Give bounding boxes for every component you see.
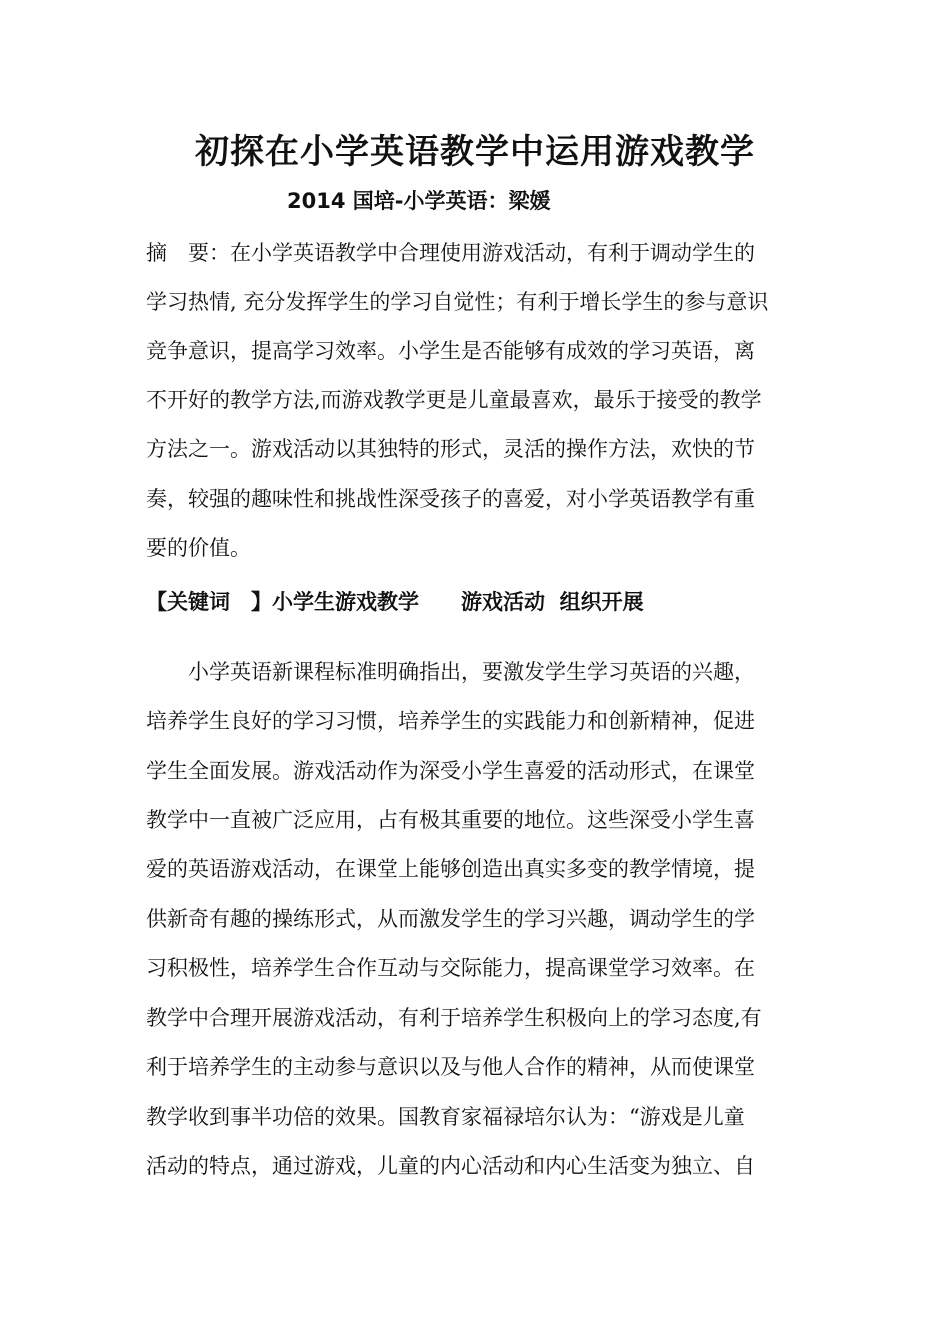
body-line: 活动的特点，通过游戏，儿童的内心活动和内心生活变为独立、自 [146, 1154, 755, 1178]
abstract-line: 奏，较强的趣味性和挑战性深受孩子的喜爱，对小学英语教学有重 [146, 487, 755, 511]
document-author: 2014 国培-小学英语：梁媛 [287, 189, 551, 213]
body-line: 小学英语新课程标准明确指出，要激发学生学习英语的兴趣， [146, 660, 755, 684]
body-line: 爱的英语游戏活动，在课堂上能够创造出真实多变的教学情境，提 [146, 857, 755, 881]
body-line: 培养学生良好的学习习惯，培养学生的实践能力和创新精神，促进 [146, 709, 755, 733]
body-line: 利于培养学生的主动参与意识以及与他人合作的精神，从而使课堂 [146, 1055, 755, 1079]
document-title: 初探在小学英语教学中运用游戏教学 [195, 132, 755, 172]
body-line: 习积极性，培养学生合作互动与交际能力，提高课堂学习效率。在 [146, 956, 755, 980]
body-line: 教学收到事半功倍的效果。国教育家福禄培尔认为：“游戏是儿童 [146, 1105, 745, 1129]
abstract-line: 竞争意识，提高学习效率。小学生是否能够有成效的学习英语，离 [146, 339, 755, 363]
keywords: 【关键词 】小学生游戏教学 游戏活动 组织开展 [146, 590, 644, 614]
body-line: 教学中合理开展游戏活动，有利于培养学生积极向上的学习态度,有 [146, 1006, 762, 1030]
body-line: 教学中一直被广泛应用，占有极其重要的地位。这些深受小学生喜 [146, 808, 755, 832]
abstract-line: 摘 要：在小学英语教学中合理使用游戏活动，有利于调动学生的 [146, 241, 755, 265]
body-line: 供新奇有趣的操练形式，从而激发学生的学习兴趣，调动学生的学 [146, 907, 755, 931]
abstract-line: 学习热情, 充分发挥学生的学习自觉性；有利于增长学生的参与意识 [146, 290, 769, 314]
body-line: 学生全面发展。游戏活动作为深受小学生喜爱的活动形式，在课堂 [146, 759, 755, 783]
abstract-line: 方法之一。游戏活动以其独特的形式，灵活的操作方法，欢快的节 [146, 437, 755, 461]
abstract-line: 不开好的教学方法,而游戏教学更是儿童最喜欢，最乐于接受的教学 [146, 388, 762, 412]
abstract-line: 要的价值。 [146, 536, 251, 560]
